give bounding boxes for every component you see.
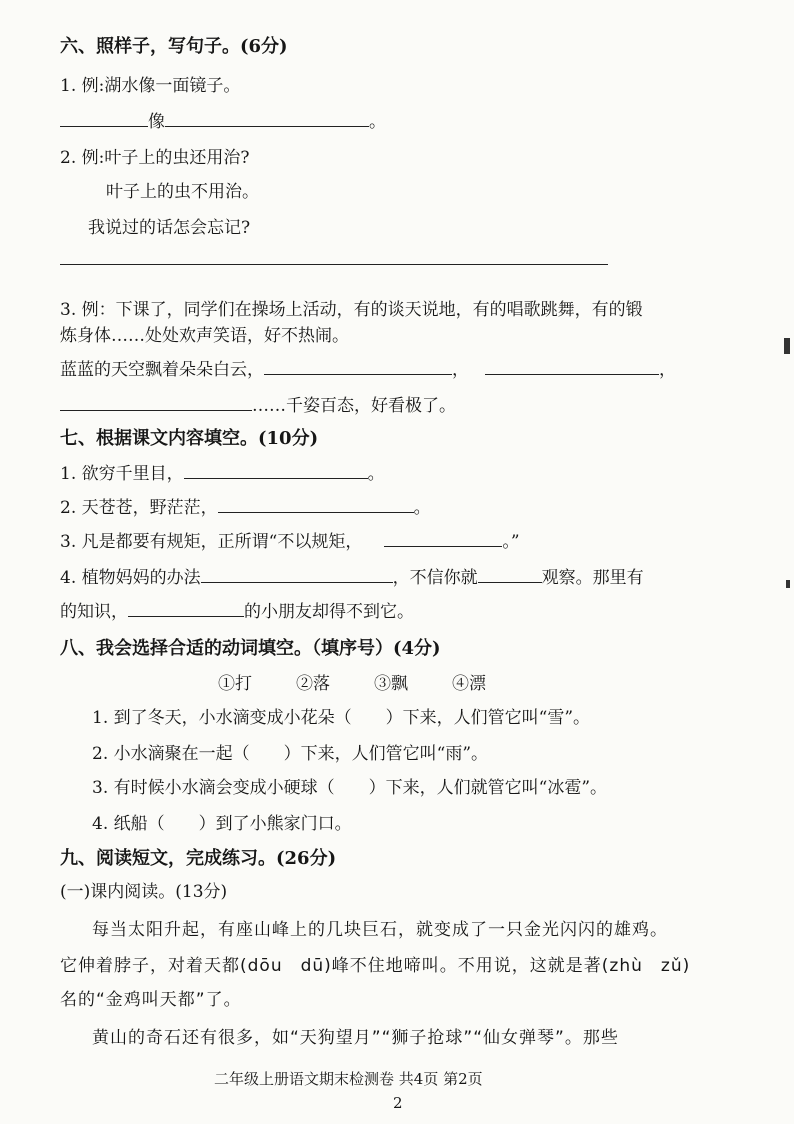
blank[interactable] (218, 498, 414, 513)
s6-q1-example: 1. 例:湖水像一面镜子。 (60, 76, 241, 96)
s6-q2-example: 2. 例:叶子上的虫还用治? (60, 148, 250, 168)
page-footer: 二年级上册语文期末检测卷 共4页 第2页 (214, 1070, 483, 1088)
s8-q2: 2. 小水滴聚在一起（ ）下来，人们管它叫“雨”。 (92, 744, 489, 764)
s6-q1-answer-line: 像 。 (60, 110, 386, 134)
s8-q4: 4. 纸船（ ）到了小熊家门口。 (92, 814, 352, 834)
blank[interactable] (384, 532, 502, 547)
passage-line: 名的“金鸡叫天都”了。 (60, 990, 242, 1010)
option-3: ③飘 (374, 674, 408, 694)
blank[interactable] (128, 602, 244, 617)
s7-q4-line2: 的知识， 的小朋友却得不到它。 (60, 602, 414, 622)
s7-q4-line1: 4. 植物妈妈的办法 ，不信你就 观察。那里有 (60, 568, 644, 588)
blank[interactable] (60, 396, 252, 411)
s9-subsection-title: (一)课内阅读。(13分) (60, 882, 228, 902)
s6-q3-end-line: ……千姿百态，好看极了。 (60, 394, 456, 418)
s6-q3-example-line2: 炼身体……处处欢声笑语，好不热闹。 (60, 326, 349, 346)
s7-q2: 2. 天苍苍，野茫茫， 。 (60, 498, 431, 518)
passage-line: 它伸着脖子，对着天都(dōu dū)峰不住地啼叫。不用说，这就是著(zhù zǔ) (60, 956, 691, 976)
scan-edge-mark (784, 338, 790, 354)
section-7-title: 七、根据课文内容填空。(10分) (60, 428, 319, 449)
section-6-title: 六、照样子，写句子。(6分) (60, 36, 288, 57)
s6-q3-prompt-line: 蓝蓝的天空飘着朵朵白云， ， ， (60, 360, 676, 380)
s6-q2-question: 我说过的话怎会忘记? (88, 218, 251, 238)
blank[interactable] (60, 112, 148, 127)
s6-q3-example-line1: 3. 例：下课了，同学们在操场上活动，有的谈天说地，有的唱歌跳舞，有的锻 (60, 300, 643, 320)
option-4: ④漂 (452, 674, 486, 694)
blank[interactable] (165, 112, 369, 127)
section-9-title: 九、阅读短文，完成练习。(26分) (60, 848, 337, 869)
blank[interactable] (485, 360, 659, 375)
s7-q1: 1. 欲穷千里目， 。 (60, 464, 385, 484)
passage-line: 每当太阳升起，有座山峰上的几块巨石，就变成了一只金光闪闪的雄鸡。 (92, 920, 668, 940)
option-2: ②落 (296, 674, 330, 694)
blank[interactable] (184, 464, 368, 479)
s8-q3: 3. 有时候小水滴会变成小硬球（ ）下来，人们就管它叫“冰雹”。 (92, 778, 608, 798)
blank[interactable] (264, 360, 452, 375)
option-1: ①打 (218, 674, 252, 694)
s7-q3: 3. 凡是都要有规矩，正所谓“不以规矩， 。” (60, 532, 520, 552)
passage-line: 黄山的奇石还有很多，如“天狗望月”“狮子抢球”“仙女弹琴”。那些 (92, 1028, 619, 1048)
s6-q2-answer-blank[interactable] (60, 264, 608, 265)
section-8-title: 八、我会选择合适的动词填空。（填序号）(4分) (60, 638, 441, 659)
scan-edge-mark (786, 580, 790, 588)
s6-q2-example-answer: 叶子上的虫不用治。 (106, 182, 259, 202)
s8-options (218, 672, 486, 696)
blank[interactable] (478, 568, 542, 583)
page-number: 2 (393, 1094, 403, 1112)
blank[interactable] (201, 568, 393, 583)
s8-q1: 1. 到了冬天，小水滴变成小花朵（ ）下来，人们管它叫“雪”。 (92, 708, 591, 728)
